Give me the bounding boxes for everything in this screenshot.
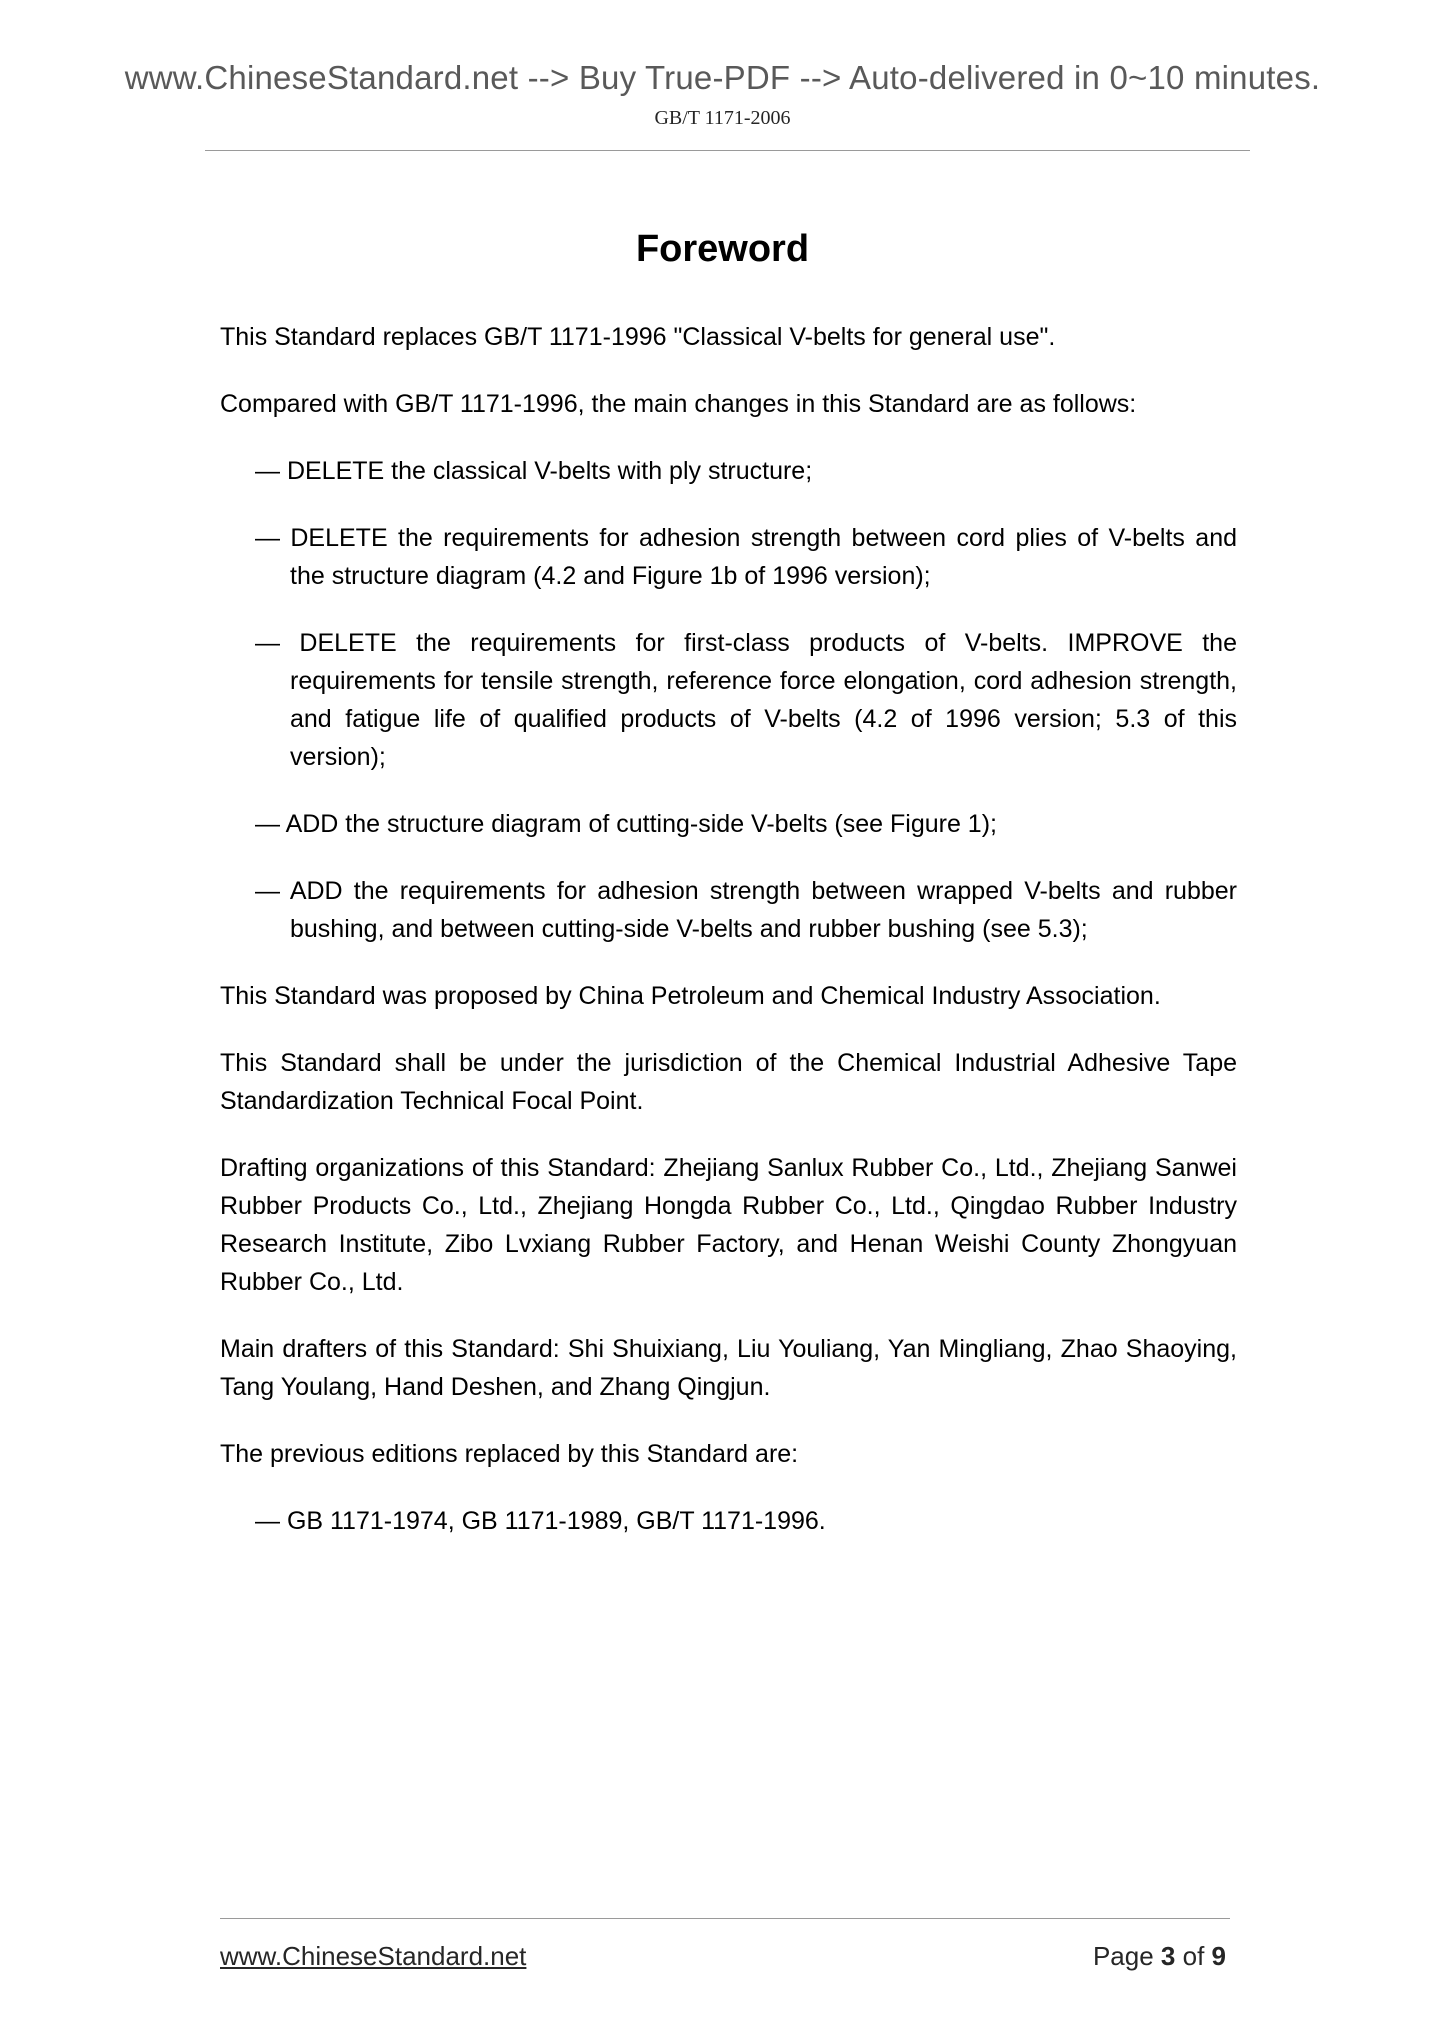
change-item: — ADD the requirements for adhesion strength between wrapped V-belts and rubber bushing, and between cutting-side V-belts and rubber bushing (see 5.3);	[255, 877, 1237, 943]
page-total: 9	[1211, 1941, 1226, 1971]
previous-editions-item: — GB 1171-1974, GB 1171-1989, GB/T 1171-1996.	[255, 1507, 826, 1535]
footer-website-link[interactable]: www.ChineseStandard.net	[220, 1941, 527, 1971]
change-item: — DELETE the requirements for adhesion strength between cord plies of V-belts and the structure diagram (4.2 and Figure 1b of 1996 version);	[255, 524, 1237, 590]
paragraph-changes-intro: Compared with GB/T 1171-1996, the main changes in this Standard are as follows:	[220, 390, 1137, 418]
foreword-body	[220, 318, 1237, 1569]
paragraph-main-drafters: Main drafters of this Standard: Shi Shuixiang, Liu Youliang, Yan Mingliang, Zhao Shaoying, Tang Youlang, Hand Deshen, and Zhang Qingjun.	[220, 1335, 1237, 1401]
footer-divider	[220, 1918, 1230, 1919]
change-item: — DELETE the requirements for first-class products of V-belts. IMPROVE the requirements for tensile strength, reference force elongation, cord adhesion strength, and fatigue life of qualified products of V-belts (4.2 of 1996 version; 5.3 of this version);	[255, 629, 1237, 771]
header-banner: www.ChineseStandard.net --> Buy True-PDF --> Auto-delivered in 0~10 minutes.	[124, 59, 1321, 96]
page-label: Page	[1092, 1941, 1154, 1971]
paragraph-jurisdiction: This Standard shall be under the jurisdiction of the Chemical Industrial Adhesive Tape Standardization Technical Focal Point.	[220, 1049, 1237, 1115]
page-indicator	[1093, 1940, 1226, 1972]
paragraph-drafting-organizations: Drafting organizations of this Standard: Zhejiang Sanlux Rubber Co., Ltd., Zhejiang Sanwei Rubber Products Co., Ltd., Zhejiang Hongda Rubber Co., Ltd., Qingdao Rubber Industry Research Institute, Zibo Lvxiang Rubber Factory, and Henan Weishi County Zhongyuan Rubber Co., Ltd.	[220, 1154, 1237, 1296]
page-of: of	[1182, 1941, 1205, 1971]
change-item: — ADD the structure diagram of cutting-side V-belts (see Figure 1);	[255, 810, 997, 838]
page-title: Foreword	[635, 228, 810, 270]
header-divider	[205, 150, 1250, 151]
paragraph-replaces: This Standard replaces GB/T 1171-1996 "Classical V-belts for general use".	[220, 323, 1056, 351]
paragraph-previous-editions: The previous editions replaced by this Standard are:	[220, 1440, 799, 1468]
standard-code: GB/T 1171-2006	[654, 107, 791, 129]
paragraph-proposed-by: This Standard was proposed by China Petroleum and Chemical Industry Association.	[220, 982, 1161, 1010]
page-current: 3	[1160, 1941, 1176, 1971]
change-item: — DELETE the classical V-belts with ply structure;	[255, 457, 813, 485]
